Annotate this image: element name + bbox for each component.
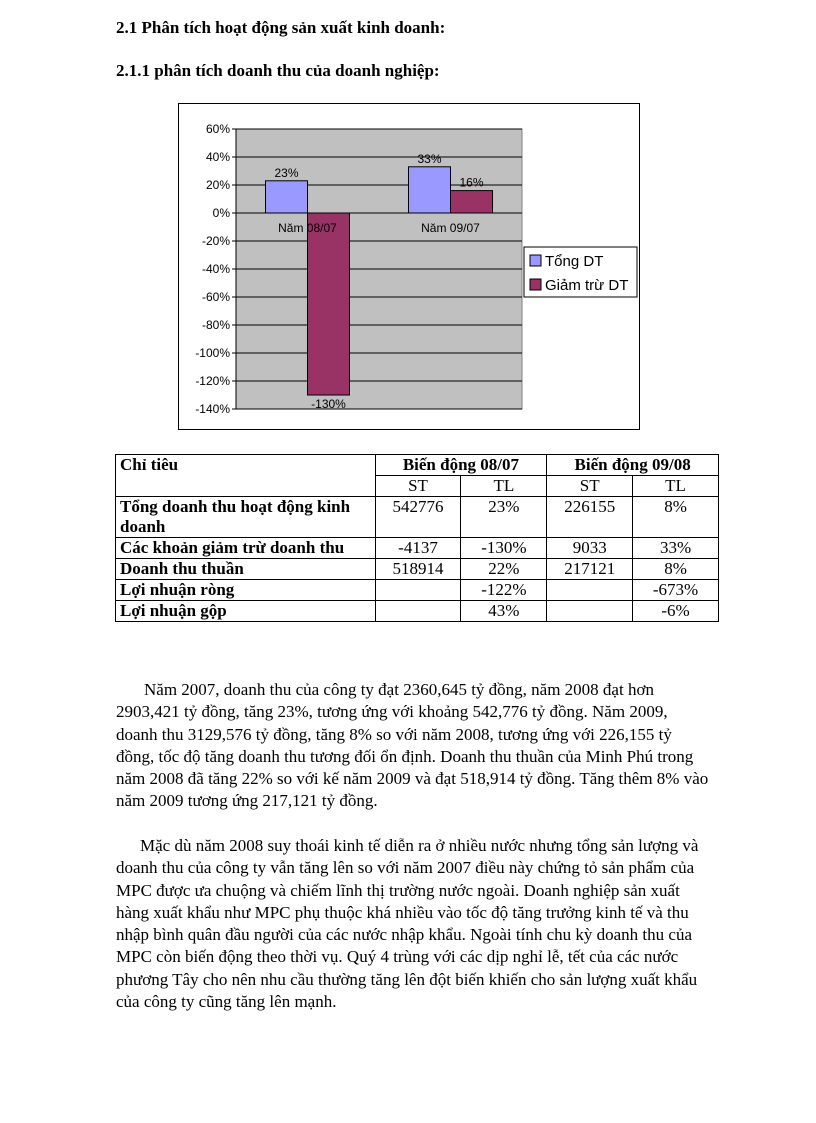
y-tick-label: 40% xyxy=(205,150,230,164)
legend-label: Tổng DT xyxy=(545,253,604,270)
y-tick-label: -100% xyxy=(195,346,230,360)
cell xyxy=(547,580,633,601)
bar xyxy=(308,213,350,395)
cell: 22% xyxy=(461,559,547,580)
y-tick-label: -80% xyxy=(201,318,230,332)
cell: 8% xyxy=(633,559,719,580)
data-label: 33% xyxy=(417,151,442,166)
subsection-heading: 2.1.1 phân tích doanh thu của doanh nghiệp: xyxy=(116,61,440,80)
cell xyxy=(375,601,461,622)
table-row xyxy=(116,601,719,622)
legend-swatch xyxy=(530,279,541,290)
y-tick-label: -120% xyxy=(195,374,230,388)
cell xyxy=(375,580,461,601)
chart-canvas xyxy=(179,104,639,429)
category-label: Năm 09/07 xyxy=(421,221,480,235)
cell: -673% xyxy=(633,580,719,601)
cell: 217121 xyxy=(547,559,633,580)
data-label: -130% xyxy=(311,397,346,411)
cell: -4137 xyxy=(375,538,461,559)
cell: -122% xyxy=(461,580,547,601)
bar xyxy=(266,181,308,213)
bar xyxy=(409,167,451,213)
cell: 542776 xyxy=(375,497,461,538)
cell: 33% xyxy=(633,538,719,559)
bar xyxy=(451,191,493,213)
subheader-tl: TL xyxy=(461,476,547,497)
table-row xyxy=(116,580,719,601)
analysis-paragraph-1: Năm 2007, doanh thu của công ty đạt 2360,645 tỷ đồng, năm 2008 đạt hơn 2903,421 tỷ đồng, tăng 23%, tương ứng với khoảng 542,776 tỷ đồng. Năm 2009, doanh thu 3129,576 tỷ đồng, tăng 8% so với năm 2008, tương ứng với 226,155 tỷ đồng, tốc độ tăng doanh thu tương đối ổn định. Doanh thu thuần của Minh Phú trong năm 2008 đã tăng 22% so với kế năm 2009 và đạt 518,914 tỷ đồng. Tăng thêm 8% vào năm 2009 tương ứng 217,121 tỷ đồng. xyxy=(116,680,709,811)
data-label: 16% xyxy=(459,175,484,190)
header-group-0807: Biến động 08/07 xyxy=(375,455,547,476)
table-row xyxy=(116,538,719,559)
cell: 226155 xyxy=(547,497,633,538)
y-tick-label: 20% xyxy=(205,178,230,192)
cell: 8% xyxy=(633,497,719,538)
subheader-st: ST xyxy=(375,476,461,497)
header-indicator: Chỉ tiêu xyxy=(116,455,376,497)
table-row xyxy=(116,497,719,538)
cell: 9033 xyxy=(547,538,633,559)
subheader-st: ST xyxy=(547,476,633,497)
header-group-0908: Biến động 09/08 xyxy=(547,455,719,476)
table-row xyxy=(116,559,719,580)
table-header-row xyxy=(116,455,719,476)
y-tick-label: -140% xyxy=(195,402,230,416)
row-label: Lợi nhuận ròng xyxy=(116,580,376,601)
row-label: Lợi nhuận gộp xyxy=(116,601,376,622)
analysis-paragraph-2: Mặc dù năm 2008 suy thoái kinh tế diễn ra ở nhiều nước nhưng tổng sản lượng và doanh thu của công ty vẫn tăng lên so với năm 2007 điều này chứng tỏ sản phẩm của MPC được ưa chuộng và chiếm lĩnh thị trường nước ngoài. Doanh nghiệp sản xuất hàng xuất khẩu như MPC phụ thuộc khá nhiều vào tốc độ tăng trưởng kinh tế và thu nhập bình quân đầu người của các nước nhập khẩu. Ngoài tính chu kỳ doanh thu của MPC còn biến động theo thời vụ. Quý 4 trùng với các dịp nghỉ lễ, tết của các nước phương Tây cho nên nhu cầu thường tăng lên đột biến khiến cho sản lượng xuất khẩu của công ty cũng tăng lên mạnh. xyxy=(116,836,699,1012)
data-label: 23% xyxy=(274,165,299,180)
y-tick-label: 60% xyxy=(205,122,230,136)
y-tick-label: -60% xyxy=(201,290,230,304)
category-label: Năm 08/07 xyxy=(278,221,337,235)
subheader-tl: TL xyxy=(633,476,719,497)
row-label: Các khoản giảm trừ doanh thu xyxy=(116,538,376,559)
y-tick-label: -40% xyxy=(201,262,230,276)
cell: 518914 xyxy=(375,559,461,580)
cell xyxy=(547,601,633,622)
legend-label: Giảm trừ DT xyxy=(545,277,629,294)
revenue-table xyxy=(115,454,719,622)
cell: 23% xyxy=(461,497,547,538)
row-label: Doanh thu thuần xyxy=(116,559,376,580)
legend-swatch xyxy=(530,255,541,266)
y-tick-label: -20% xyxy=(201,234,230,248)
cell: -6% xyxy=(633,601,719,622)
cell: -130% xyxy=(461,538,547,559)
cell: 43% xyxy=(461,601,547,622)
section-heading: 2.1 Phân tích hoạt động sản xuất kinh doanh: xyxy=(116,18,446,37)
y-tick-label: 0% xyxy=(212,206,230,220)
row-label: Tổng doanh thu hoạt động kinh doanh xyxy=(116,497,376,538)
revenue-chart xyxy=(178,103,640,430)
